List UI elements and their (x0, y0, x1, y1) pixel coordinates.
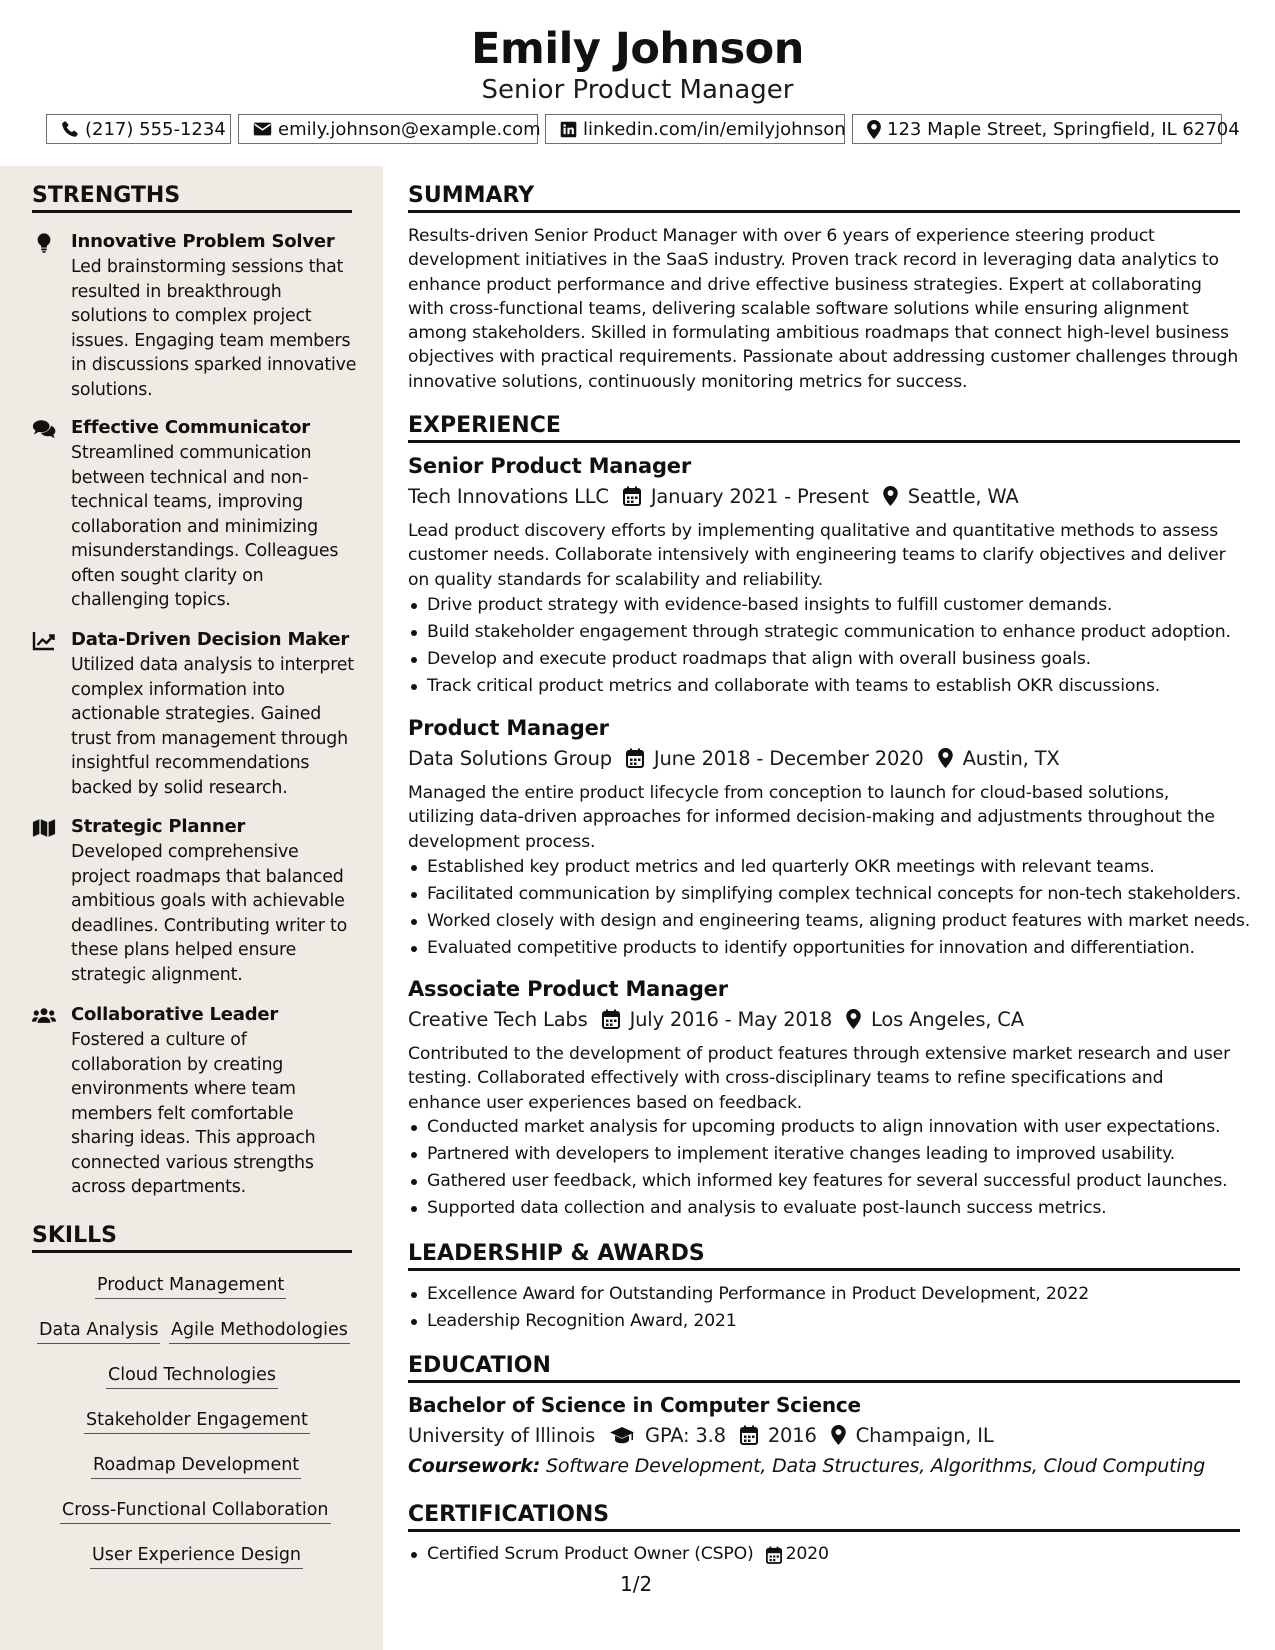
contact-phone[interactable] (46, 114, 231, 144)
certifications-heading: CERTIFICATIONS (408, 1501, 1240, 1532)
job-dates: June 2018 - December 2020 (653, 746, 924, 770)
graduation-year: 2016 (767, 1423, 817, 1447)
resume-header (0, 0, 1275, 166)
job-location: Los Angeles, CA (871, 1007, 1024, 1031)
awards-list (408, 1281, 1248, 1335)
strength-title: Strategic Planner (71, 816, 246, 837)
contact-address[interactable] (852, 114, 1240, 144)
list-item: Drive product strategy with evidence-based insights to fulfill customer demands. (408, 592, 1248, 619)
job-bullets (408, 854, 1251, 962)
job-meta (408, 1005, 1024, 1033)
school-location: Champaign, IL (855, 1423, 994, 1447)
candidate-headline: Senior Product Manager (481, 75, 794, 105)
calendar-icon (766, 1546, 782, 1564)
address-text: 123 Maple Street, Springfield, IL 62704 (887, 118, 1240, 140)
map-marker-icon (938, 748, 953, 768)
contact-linkedin[interactable] (545, 114, 845, 144)
list-item: Established key product metrics and led quarterly OKR meetings with relevant teams. (408, 854, 1248, 881)
linkedin-icon (560, 121, 577, 138)
job-location: Seattle, WA (907, 484, 1019, 508)
job-title: Senior Product Manager (408, 454, 691, 478)
map-marker-icon (846, 1009, 861, 1029)
list-item: Develop and execute product roadmaps that align with overall business goals. (408, 646, 1248, 673)
school-name: University of Illinois (408, 1423, 596, 1447)
job-description: Lead product discovery efforts by implementing qualitative and quantitative methods to assess customer needs. Collaborate intensively with engineering teams to clarify objectives and deliver on quality standards for scalability and reliability. (408, 521, 1226, 590)
skill-tag: Product Management (95, 1272, 286, 1299)
strength-title: Effective Communicator (71, 417, 310, 438)
linkedin-text: linkedin.com/in/emilyjohnson (583, 118, 846, 140)
education-heading: EDUCATION (408, 1352, 1240, 1383)
strength-description: Utilized data analysis to interpret complex information into actionable strategies. Gained trust from management through insightful recommendations backed by solid research. (71, 655, 354, 798)
list-item: Supported data collection and analysis to evaluate post-launch success metrics. (408, 1195, 1248, 1222)
comments-icon (32, 418, 56, 440)
certifications-list (408, 1541, 1248, 1568)
list-item: Evaluated competitive products to identify opportunities for innovation and differentiation. (408, 935, 1248, 962)
skill-tag: Cross-Functional Collaboration (60, 1497, 331, 1524)
calendar-icon (740, 1425, 758, 1445)
sidebar (0, 166, 383, 1650)
skill-tag: User Experience Design (90, 1542, 303, 1569)
graduation-cap-icon (609, 1425, 635, 1445)
list-item: Leadership Recognition Award, 2021 (408, 1308, 1248, 1335)
job-title: Product Manager (408, 716, 609, 740)
skill-tag: Roadmap Development (91, 1452, 301, 1479)
skills-heading: SKILLS (32, 1222, 352, 1253)
gpa: GPA: 3.8 (645, 1423, 726, 1447)
calendar-icon (602, 1009, 620, 1029)
map-marker-icon (883, 486, 898, 506)
strength-description: Developed comprehensive project roadmaps that balanced ambitious goals with achievable deadlines. Contributing writer to these plans helped ensure strategic alignment. (71, 842, 348, 985)
phone-icon (61, 120, 79, 138)
degree-title: Bachelor of Science in Computer Science (408, 1393, 861, 1417)
list-item: Worked closely with design and engineering teams, aligning product features with market needs. (408, 908, 1248, 935)
chart-line-icon (32, 630, 56, 652)
company-name: Creative Tech Labs (408, 1007, 588, 1031)
skill-tag: Data Analysis (37, 1317, 160, 1344)
job-meta (408, 744, 1060, 772)
skill-tag: Stakeholder Engagement (84, 1407, 310, 1434)
strength-description: Fostered a culture of collaboration by creating environments where team members felt comfortable sharing ideas. This approach connected various strengths across departments. (71, 1030, 316, 1197)
strength-title: Innovative Problem Solver (71, 231, 335, 252)
users-icon (32, 1005, 56, 1027)
job-description: Managed the entire product lifecycle from conception to launch for cloud-based solutions, utilizing data-driven approaches for informed decision-making and adjustments throughout the development process. (408, 783, 1215, 852)
summary-text: Results-driven Senior Product Manager with over 6 years of experience steering product development initiatives in the SaaS industry. Proven track record in leveraging data analytics to enhance product performance and drive effective business strategies. Expert at collaborating with cross-functional teams, delivering scalable software solutions while ensuring alignment among stakeholders. Skilled in formulating ambitious roadmaps that connect high-level business objectives with practical requirements. Passionate about addressing customer challenges through innovative solutions, continuously monitoring metrics for success. (408, 226, 1239, 392)
contact-email[interactable] (238, 114, 541, 144)
strength-description: Led brainstorming sessions that resulted in breakthrough solutions to complex project issues. Engaging team members in discussions sparked innovative solutions. (71, 257, 357, 400)
experience-heading: EXPERIENCE (408, 412, 1240, 443)
list-item: Facilitated communication by simplifying complex technical concepts for non-tech stakeholders. (408, 881, 1248, 908)
strengths-heading: STRENGTHS (32, 182, 352, 213)
summary-heading: SUMMARY (408, 182, 1240, 213)
strength-title: Data-Driven Decision Maker (71, 629, 350, 650)
envelope-icon (253, 121, 272, 137)
map-marker-icon (831, 1425, 846, 1445)
list-item (408, 1541, 1248, 1568)
strength-title: Collaborative Leader (71, 1004, 279, 1025)
phone-text: (217) 555-1234 (85, 118, 226, 140)
map-marker-icon (867, 120, 881, 139)
calendar-icon (626, 748, 644, 768)
education-meta (408, 1421, 994, 1449)
job-description: Contributed to the development of product features through extensive market research and user testing. Collaborated effectively with cross-disciplinary teams to refine specifications and enhance user experiences based on feedback. (408, 1044, 1230, 1113)
job-bullets (408, 592, 1248, 700)
job-dates: July 2016 - May 2018 (629, 1007, 833, 1031)
calendar-icon (623, 486, 641, 506)
skill-tag: Agile Methodologies (169, 1317, 350, 1344)
candidate-name: Emily Johnson (471, 24, 804, 74)
job-dates: January 2021 - Present (650, 484, 869, 508)
certification-year: 2020 (785, 1544, 829, 1564)
job-location: Austin, TX (962, 746, 1060, 770)
job-title: Associate Product Manager (408, 977, 728, 1001)
job-bullets (408, 1114, 1248, 1222)
skill-tag: Cloud Technologies (106, 1362, 278, 1389)
company-name: Data Solutions Group (408, 746, 612, 770)
list-item: Track critical product metrics and collaborate with teams to establish OKR discussions. (408, 673, 1248, 700)
awards-heading: LEADERSHIP & AWARDS (408, 1240, 1240, 1271)
coursework-label: Coursework: (408, 1455, 541, 1477)
company-name: Tech Innovations LLC (408, 484, 609, 508)
list-item: Partnered with developers to implement iterative changes leading to improved usability. (408, 1141, 1248, 1168)
list-item: Build stakeholder engagement through strategic communication to enhance product adoption. (408, 619, 1248, 646)
lightbulb-icon (32, 232, 56, 254)
map-icon (32, 817, 56, 839)
list-item: Conducted market analysis for upcoming products to align innovation with user expectations. (408, 1114, 1248, 1141)
certification-name: Certified Scrum Product Owner (CSPO) (427, 1544, 754, 1564)
job-meta (408, 482, 1019, 510)
page-number: 1/2 (620, 1572, 653, 1596)
strength-description: Streamlined communication between technical and non-technical teams, improving collaboration and minimizing misunderstandings. Colleagues often sought clarity on challenging topics. (71, 443, 339, 610)
list-item: Gathered user feedback, which informed key features for several successful product launches. (408, 1168, 1248, 1195)
email-text: emily.johnson@example.com (278, 118, 541, 140)
coursework (408, 1452, 1205, 1480)
coursework-text: Software Development, Data Structures, Algorithms, Cloud Computing (545, 1455, 1206, 1477)
list-item: Excellence Award for Outstanding Performance in Product Development, 2022 (408, 1281, 1248, 1308)
